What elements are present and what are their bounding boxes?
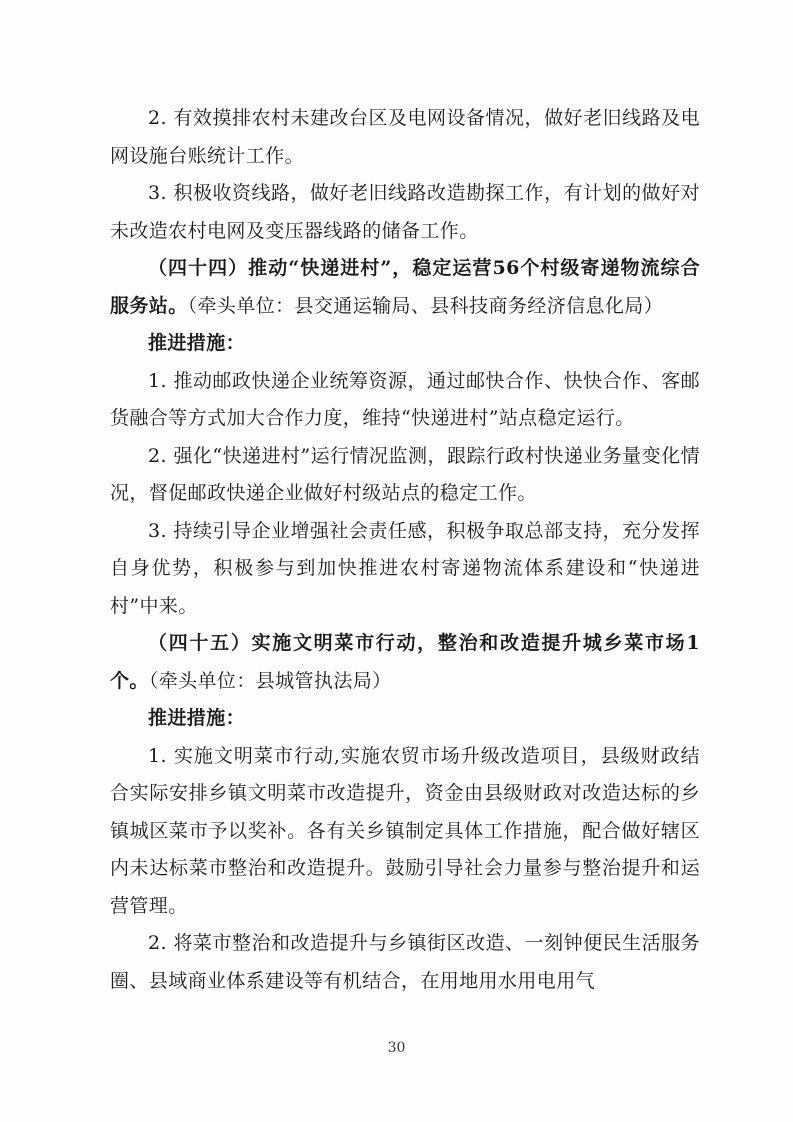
measures-label: 推进措施： — [148, 707, 246, 729]
page-number: 30 — [387, 1040, 406, 1056]
paragraph-item: 1. 推动邮政快递企业统筹资源，通过邮快合作、快快合作、客邮货融合等方式加大合作力度，维持“快递进村”站点稳定运行。 — [110, 369, 700, 429]
document-body — [110, 100, 700, 1000]
measures-label: 推进措施： — [148, 332, 246, 354]
paragraph-item: 2. 将菜市整治和改造提升与乡镇街区改造、一刻钟便民生活服务圈、县域商业体系建设等有机结合，在用地用水用电用气 — [110, 932, 700, 992]
paragraph-item: 1. 实施文明菜市行动,实施农贸市场升级改造项目，县级财政结合实际安排乡镇文明菜市改造提升，资金由县级财政对改造达标的乡镇城区菜市予以奖补。各有关乡镇制定具体工作措施，配合做好辖区内未达标菜市整治和改造提升。鼓励引导社会力量参与整治提升和运营管理。 — [110, 744, 700, 917]
section-heading-title: （四十五）实施文明菜市行动，整治和改造提升城乡菜市场1个。 — [110, 632, 700, 692]
lead-unit-note: （牵头单位：县交通运输局、县科技商务经济信息化局） — [187, 294, 664, 317]
lead-unit-note: （牵头单位：县城管执法局） — [148, 669, 392, 692]
section-heading-44 — [110, 250, 700, 325]
paragraph-item: 2. 有效摸排农村未建改台区及电网设备情况，做好老旧线路及电网设施台账统计工作。 — [110, 107, 700, 167]
paragraph-item: 2. 强化“快递进村”运行情况监测，跟踪行政村快递业务量变化情况，督促邮政快递企业做好村级站点的稳定工作。 — [110, 444, 700, 504]
section-heading-45 — [110, 625, 700, 700]
paragraph-item: 3. 持续引导企业增强社会责任感，积极争取总部支持，充分发挥自身优势，积极参与到加快推进农村寄递物流体系建设和“快递进村”中来。 — [110, 519, 700, 617]
paragraph-item: 3. 积极收资线路，做好老旧线路改造勘探工作，有计划的做好对未改造农村电网及变压器线路的储备工作。 — [110, 182, 700, 242]
section-heading-title: （四十四）推动“快递进村”，稳定运营56个村级寄递物流综合服务站。 — [110, 257, 700, 317]
